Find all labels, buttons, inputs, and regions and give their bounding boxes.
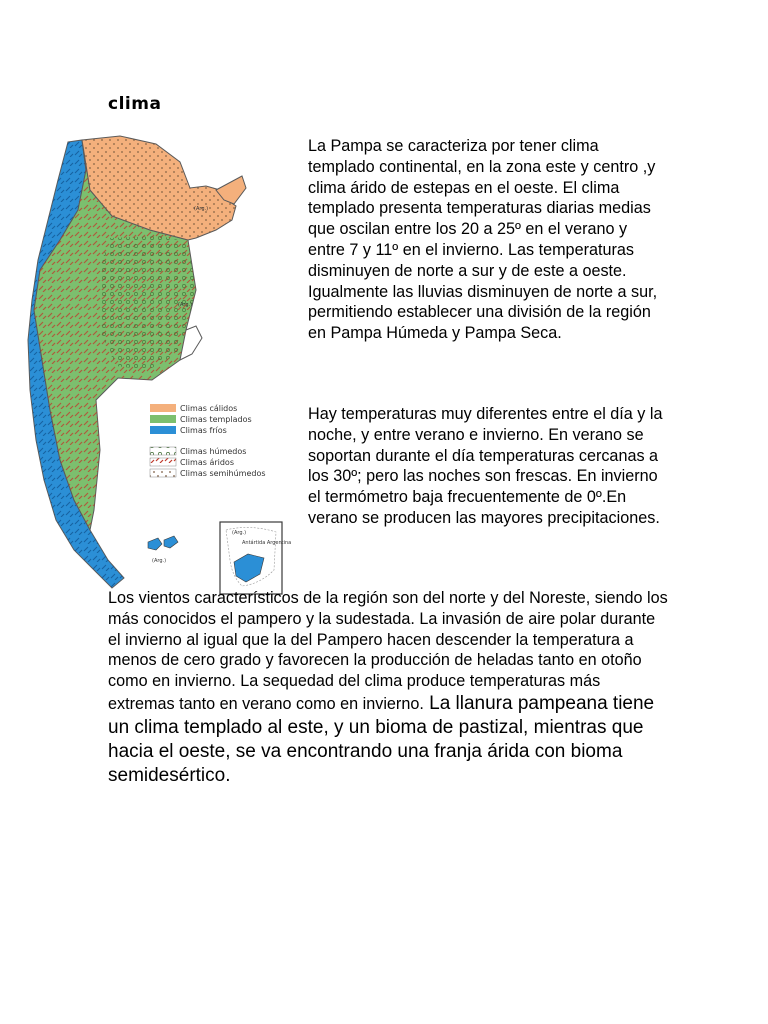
legend-swatch-humedos	[150, 447, 176, 455]
paragraph-vientos-text: Los vientos característicos de la región son del norte y del Noreste, siendo los más conocidos el pampero y la sudestada. La invasión de aire polar durante el invierno al igual que la del Pampero hacen descender la temperatura a menos de cero grado y favorecen la producción de heladas tanto en otoño como en invierno. La sequedad del clima produce temperaturas más extremas tanto en verano como en invierno.	[108, 589, 668, 713]
label-arg-malvinas: (Arg.)	[152, 558, 167, 564]
label-arg-north: (Arg.)	[194, 206, 209, 212]
legend-swatch-calidos	[150, 404, 176, 412]
paragraph-temperaturas: Hay temperaturas muy diferentes entre el día y la noche, y entre verano e invierno. En verano se soportan durante el día temperaturas cercanas a los 30º; pero las noches son frescas. En invierno el termómetro baja frecuentemente de 0º.En verano se producen las mayores precipitaciones.	[308, 405, 663, 527]
paragraph-llanura-text: La llanura pampeana tiene un clima templado al este, y un bioma de pastizal, mientras que hacia el oeste, se va encontrando una franja árida con bioma semidesértico.	[108, 692, 655, 786]
label-arg-east: (Arg.)	[178, 302, 193, 308]
antartida-inset	[220, 522, 291, 594]
paragraph-clima-intro: La Pampa se caracteriza por tener clima templado continental, en la zona este y centro ,y clima árido de estepas en el oeste. El clima templado presenta temperaturas diarias medias que oscilan entre los 20 a 25º en el verano y entre 7 y 11º en el invierno. Las temperaturas disminuyen de norte a sur y de este a oeste. Igualmente las lluvias disminuyen de norte a sur, permitiendo establecer una división de la región en Pampa Húmeda y Pampa Seca.	[308, 137, 658, 343]
climate-map	[20, 130, 300, 600]
label-arg-antartida: (Arg.)	[232, 530, 247, 536]
legend-label-frios: Climas fríos	[180, 426, 227, 435]
legend-swatch-templados	[150, 415, 176, 423]
map-legend	[150, 404, 266, 478]
paragraph-vientos	[108, 588, 668, 788]
label-antartida: Antártida Argentina	[242, 540, 292, 546]
legend-swatch-frios	[150, 426, 176, 434]
legend-label-aridos: Climas áridos	[180, 458, 234, 467]
legend-label-templados: Climas templados	[180, 415, 252, 424]
legend-label-humedos: Climas húmedos	[180, 447, 247, 456]
legend-label-semihumedos: Climas semihúmedos	[180, 469, 266, 478]
legend-label-calidos: Climas cálidos	[180, 404, 238, 413]
climate-map-svg	[20, 130, 300, 600]
legend-swatch-semihumedos	[150, 469, 176, 477]
legend-swatch-aridos	[150, 458, 176, 466]
malvinas-islands	[148, 536, 178, 564]
page-heading: clima	[108, 94, 162, 114]
